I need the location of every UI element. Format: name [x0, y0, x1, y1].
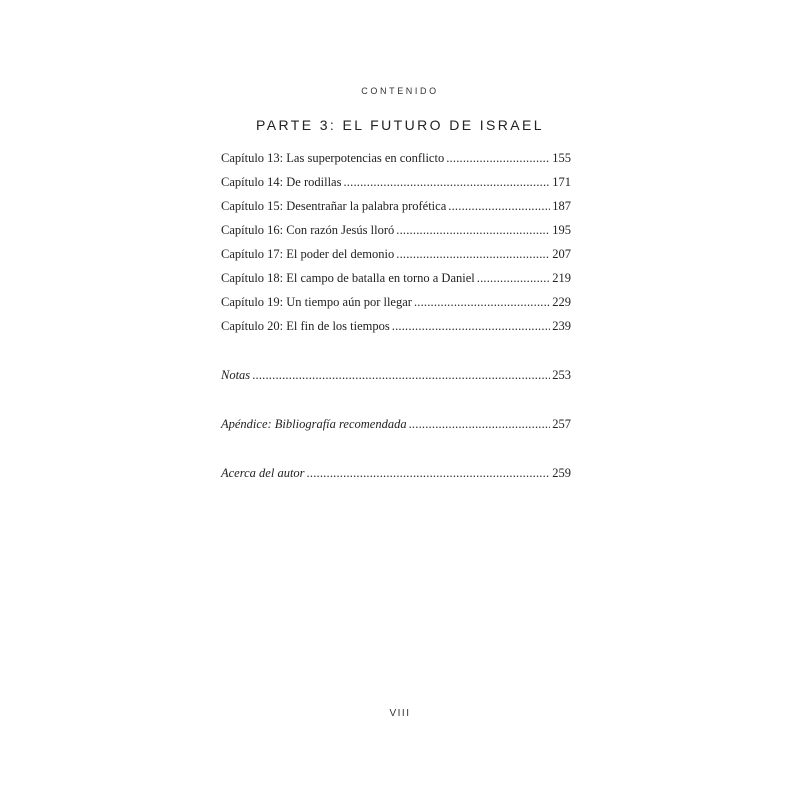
dot-leader [396, 242, 550, 266]
dot-leader [409, 412, 551, 436]
dot-leader [477, 266, 551, 290]
toc-entry-page: 259 [552, 466, 571, 480]
toc-entry-chapter-16 [221, 218, 571, 242]
toc-entry-chapter-17 [221, 242, 571, 266]
toc-entry-chapter-19 [221, 290, 571, 314]
toc-entry-label: Capítulo 13: Las superpotencias en conflicto [221, 151, 445, 165]
toc-entry-label: Capítulo 20: El fin de los tiempos [221, 319, 390, 333]
dot-leader [343, 170, 550, 194]
toc-entry-page: 207 [552, 247, 571, 261]
toc-entry-page: 257 [552, 417, 571, 431]
running-head: CONTENIDO [361, 86, 439, 96]
toc-entry-page: 171 [552, 175, 571, 189]
toc-entry-label: Capítulo 18: El campo de batalla en torno a Daniel [221, 271, 475, 285]
toc-entry-notes [221, 363, 571, 387]
toc-entry-label: Capítulo 14: De rodillas [221, 175, 342, 189]
part-title: PARTE 3: EL FUTURO DE ISRAEL [256, 117, 544, 133]
toc-entry-page: 239 [552, 319, 571, 333]
dot-leader [448, 194, 550, 218]
toc-entry-label: Capítulo 15: Desentrañar la palabra profética [221, 199, 447, 213]
toc-entry-label: Apéndice: Bibliografía recomendada [221, 417, 407, 431]
toc-entry-page: 219 [552, 271, 571, 285]
dot-leader [414, 290, 550, 314]
dot-leader [252, 363, 550, 387]
dot-leader [307, 461, 551, 485]
dot-leader [396, 218, 550, 242]
toc-entry-chapter-13 [221, 146, 571, 170]
toc-entry-page: 155 [552, 151, 571, 165]
table-of-contents [221, 146, 571, 485]
toc-entry-page: 229 [552, 295, 571, 309]
toc-entry-chapter-15 [221, 194, 571, 218]
toc-entry-page: 195 [552, 223, 571, 237]
toc-entry-chapter-20 [221, 314, 571, 338]
toc-entry-label: Notas [221, 368, 251, 382]
dot-leader [446, 146, 550, 170]
toc-entry-page: 253 [552, 368, 571, 382]
toc-entry-label: Capítulo 17: El poder del demonio [221, 247, 395, 261]
toc-entry-about-author [221, 461, 571, 485]
page-folio: VIII [389, 708, 411, 719]
toc-entry-chapter-14 [221, 170, 571, 194]
toc-entry-label: Capítulo 19: Un tiempo aún por llegar [221, 295, 412, 309]
dot-leader [392, 314, 551, 338]
toc-entry-appendix [221, 412, 571, 436]
toc-entry-label: Capítulo 16: Con razón Jesús lloró [221, 223, 395, 237]
toc-entry-page: 187 [552, 199, 571, 213]
toc-entry-label: Acerca del autor [221, 466, 305, 480]
toc-entry-chapter-18 [221, 266, 571, 290]
